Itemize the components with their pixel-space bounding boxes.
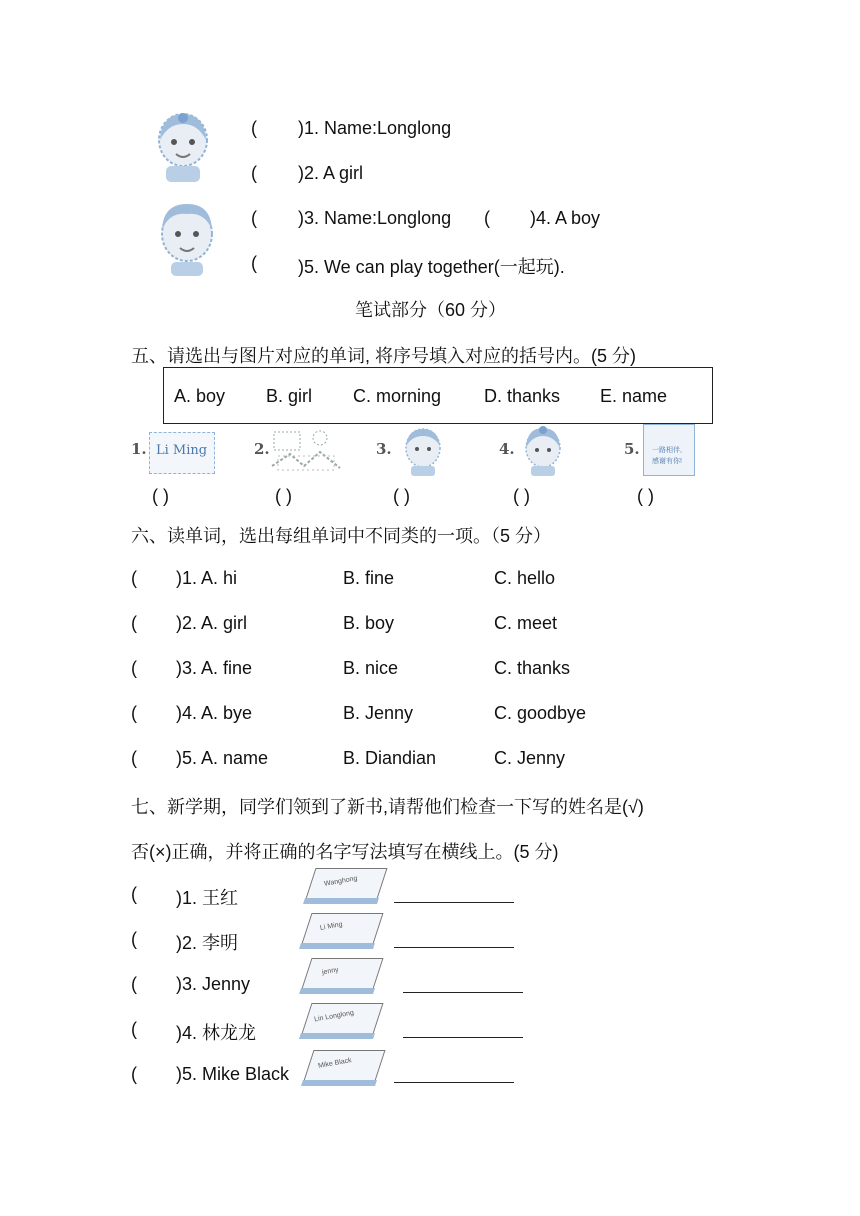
section-6-title: 六、读单词，选出每组单词中不同类的一项。（5 分） — [131, 526, 552, 546]
answer-paren[interactable]: ( — [251, 118, 257, 138]
section-7-title-line1: 七、新学期，同学们领到了新书,请帮他们检查一下写的姓名是(√) — [131, 797, 644, 817]
answer-paren[interactable]: ( — [251, 253, 257, 273]
book-name-text: Wanghong — [323, 875, 358, 888]
answer-paren[interactable]: ( ) — [637, 486, 654, 506]
book-name-text: Li Ming — [319, 921, 344, 932]
word-option: B. girl — [266, 386, 313, 406]
option-b: B. boy — [343, 613, 395, 633]
book-picture — [300, 909, 384, 953]
name-card-picture — [149, 432, 215, 474]
name-item: )4. 林龙龙 — [176, 1023, 257, 1043]
listening-item-1: )1. Name:Longlong — [298, 118, 452, 138]
option-a: )5. A. name — [176, 748, 269, 768]
answer-paren[interactable]: ( ) — [275, 486, 292, 506]
answer-paren[interactable]: ( — [131, 748, 137, 768]
option-c: C. meet — [494, 613, 558, 633]
answer-paren[interactable]: ( ) — [152, 486, 169, 506]
option-a: )2. A. girl — [176, 613, 248, 633]
morning-scene-icon — [270, 426, 342, 474]
book-picture — [302, 1046, 386, 1090]
name-item: )2. 李明 — [176, 933, 239, 953]
picture-number: 4. — [499, 440, 515, 458]
answer-line[interactable] — [403, 1037, 523, 1038]
option-b: B. Jenny — [343, 703, 414, 723]
answer-paren[interactable]: ( — [131, 613, 137, 633]
name-card-text: Li Ming — [156, 443, 208, 458]
book-picture — [304, 864, 388, 908]
answer-line[interactable] — [394, 902, 514, 903]
picture-number: 3. — [376, 440, 392, 458]
girl-face-icon — [152, 110, 214, 184]
name-item: )1. 王红 — [176, 888, 239, 908]
option-c: C. hello — [494, 568, 556, 588]
option-c: C. goodbye — [494, 703, 587, 723]
option-b: B. nice — [343, 658, 399, 678]
word-option: E. name — [600, 386, 668, 406]
listening-item-2: )2. A girl — [298, 163, 364, 183]
name-item: )5. Mike Black — [176, 1064, 290, 1084]
option-c: C. thanks — [494, 658, 571, 678]
option-a: )3. A. fine — [176, 658, 253, 678]
book-picture — [300, 954, 384, 998]
option-a: )4. A. bye — [176, 703, 253, 723]
option-b: B. fine — [343, 568, 395, 588]
book-name-text: Mike Black — [317, 1057, 353, 1070]
thanks-note-picture — [643, 424, 695, 476]
answer-paren[interactable]: ( — [131, 1019, 137, 1039]
picture-number: 2. — [254, 440, 270, 458]
book-picture — [300, 999, 384, 1043]
answer-paren[interactable]: ( — [131, 974, 137, 994]
word-option: C. morning — [353, 386, 442, 406]
answer-paren[interactable]: ( — [131, 568, 137, 588]
answer-paren[interactable]: ( — [131, 929, 137, 949]
listening-item-4: )4. A boy — [530, 208, 601, 228]
answer-paren[interactable]: ( — [131, 658, 137, 678]
answer-paren[interactable]: ( — [131, 703, 137, 723]
option-b: B. Diandian — [343, 748, 437, 768]
word-option: D. thanks — [484, 386, 561, 406]
section-7-title-line2: 否(×)正确，并将正确的名字写法填写在横线上。(5 分) — [131, 842, 559, 862]
answer-paren[interactable]: ( ) — [513, 486, 530, 506]
thanks-note-text: 感谢有你! — [652, 458, 682, 465]
book-name-text: Lin Longlong — [313, 1009, 355, 1024]
answer-paren[interactable]: ( — [131, 884, 137, 904]
written-part-title: 笔试部分（60 分） — [355, 300, 507, 320]
picture-number: 1. — [131, 440, 147, 458]
answer-paren[interactable]: ( — [484, 208, 490, 228]
answer-paren[interactable]: ( — [131, 1064, 137, 1084]
listening-item-5: )5. We can play together(一起玩). — [298, 257, 565, 277]
answer-paren[interactable]: ( — [251, 163, 257, 183]
girl-face-icon — [522, 424, 564, 476]
name-item: )3. Jenny — [176, 974, 251, 994]
answer-line[interactable] — [403, 992, 523, 993]
answer-paren[interactable]: ( — [251, 208, 257, 228]
listening-item-3: )3. Name:Longlong — [298, 208, 452, 228]
option-c: C. Jenny — [494, 748, 566, 768]
boy-face-icon — [402, 426, 444, 476]
boy-face-icon — [157, 200, 217, 278]
book-name-text: jenny — [321, 966, 340, 977]
section-5-title: 五、请选出与图片对应的单词, 将序号填入对应的括号内。(5 分) — [131, 346, 636, 366]
answer-paren[interactable]: ( ) — [393, 486, 410, 506]
answer-line[interactable] — [394, 947, 514, 948]
picture-number: 5. — [624, 440, 640, 458]
word-option: A. boy — [174, 386, 226, 406]
thanks-note-text: 一路相伴, — [652, 447, 682, 454]
option-a: )1. A. hi — [176, 568, 238, 588]
answer-line[interactable] — [394, 1082, 514, 1083]
